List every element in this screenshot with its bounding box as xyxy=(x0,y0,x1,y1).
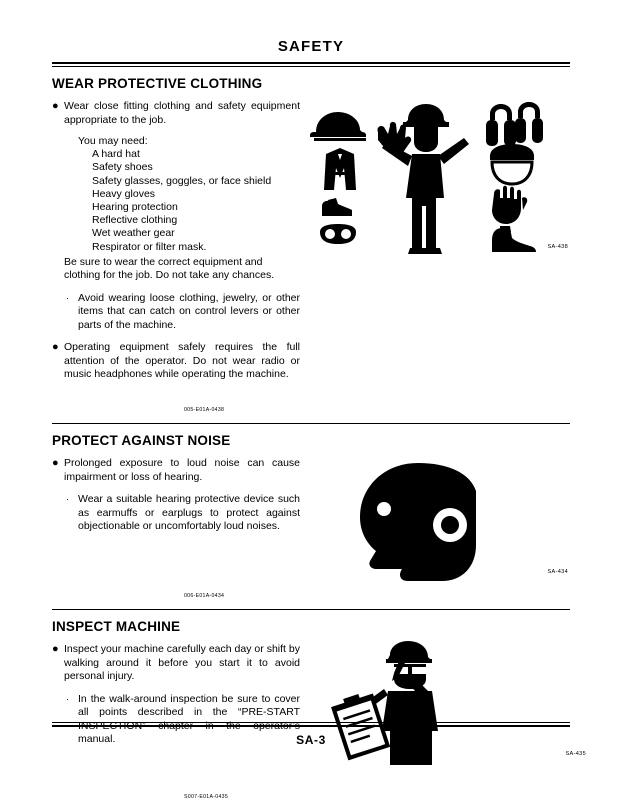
bullet-text: Operating equipment safely requires the full attention of the operator. Do not wear radio or music headphones while operating the machine. xyxy=(64,341,300,381)
list-item: Wet weather gear xyxy=(92,227,175,240)
footer-divider xyxy=(52,722,570,727)
worker-with-clipboard-illustration xyxy=(320,639,540,767)
figure-protective-clothing xyxy=(300,100,570,258)
equipment-list xyxy=(78,135,300,254)
bullet-item xyxy=(52,643,300,684)
reference-code: S007-E01A-0435 xyxy=(184,793,229,800)
head-with-earmuffs-illustration xyxy=(310,457,540,585)
sub-bullet-marker: · xyxy=(66,292,69,303)
sub-bullet-text: Wear a suitable hearing protective device such as earmuffs or earplugs to protect against objectionable or uncomfortably loud noises. xyxy=(78,493,300,533)
page-number: SA-3 xyxy=(296,733,326,747)
bullet-text: Prolonged exposure to loud noise can cause impairment or loss of hearing. xyxy=(64,457,300,483)
bullet-item xyxy=(52,100,300,127)
header-divider xyxy=(52,62,570,67)
section-title: WEAR PROTECTIVE CLOTHING xyxy=(52,76,263,91)
page-footer xyxy=(52,722,570,747)
bullet-marker: ● xyxy=(52,643,59,656)
list-item: Hearing protection xyxy=(92,201,178,214)
list-item: Safety shoes xyxy=(92,161,153,174)
section-protect-against-noise xyxy=(52,433,570,610)
sub-bullet-text: Avoid wearing loose clothing, jewelry, or other items that can catch on control levers or other parts of the machine. xyxy=(78,291,300,331)
list-item: Reflective clothing xyxy=(92,214,178,227)
section-divider xyxy=(52,609,570,610)
reference-code: 006-E01A-0434 xyxy=(184,592,225,599)
list-item: Heavy gloves xyxy=(92,187,156,200)
section-text-column xyxy=(52,100,300,417)
bullet-text: Inspect your machine carefully each day or shift by walking around it before you start it to avoid personal injury. xyxy=(64,643,300,683)
reference-code: 005-E01A-0438 xyxy=(184,406,225,413)
list-item: A hard hat xyxy=(92,148,140,161)
list-heading: You may need: xyxy=(78,135,148,147)
sub-bullet-marker: · xyxy=(66,693,69,704)
sub-bullet-text: In the walk-around inspection be sure to cover all points described in the “PRE-START INSPECTION” chapter in the operator’s manual. xyxy=(78,692,300,746)
figure-hearing-protection xyxy=(300,457,570,585)
figure-code: SA-438 xyxy=(547,244,568,250)
figure-inspect-machine xyxy=(300,643,586,767)
section-text-column xyxy=(52,457,300,603)
bullet-item xyxy=(52,457,300,484)
bullet-marker: ● xyxy=(52,100,59,112)
section-divider xyxy=(52,423,570,424)
bullet-marker: ● xyxy=(52,457,59,470)
list-item: Safety glasses, goggles, or face shield xyxy=(92,174,272,187)
sub-bullet-item xyxy=(66,493,300,534)
protective-clothing-illustration xyxy=(304,98,548,258)
section-title: PROTECT AGAINST NOISE xyxy=(52,433,231,449)
page-header-title: SAFETY xyxy=(277,38,345,55)
section-inspect-machine xyxy=(52,619,586,804)
bullet-item xyxy=(52,341,300,382)
closing-text: Be sure to wear the correct equipment and clothing for the job. Do not take any chances. xyxy=(64,255,275,282)
section-wear-protective-clothing xyxy=(52,76,570,424)
sub-bullet-item xyxy=(66,292,300,333)
section-title: INSPECT MACHINE xyxy=(52,619,181,635)
figure-code: SA-434 xyxy=(547,569,568,576)
list-item: Respirator or filter mask. xyxy=(92,240,207,253)
bullet-marker: ● xyxy=(52,341,59,354)
sub-bullet-marker: · xyxy=(66,494,69,505)
bullet-text: Wear close fitting clothing and safety equipment appropriate to the job. xyxy=(64,100,300,126)
figure-code: SA-435 xyxy=(565,751,586,758)
